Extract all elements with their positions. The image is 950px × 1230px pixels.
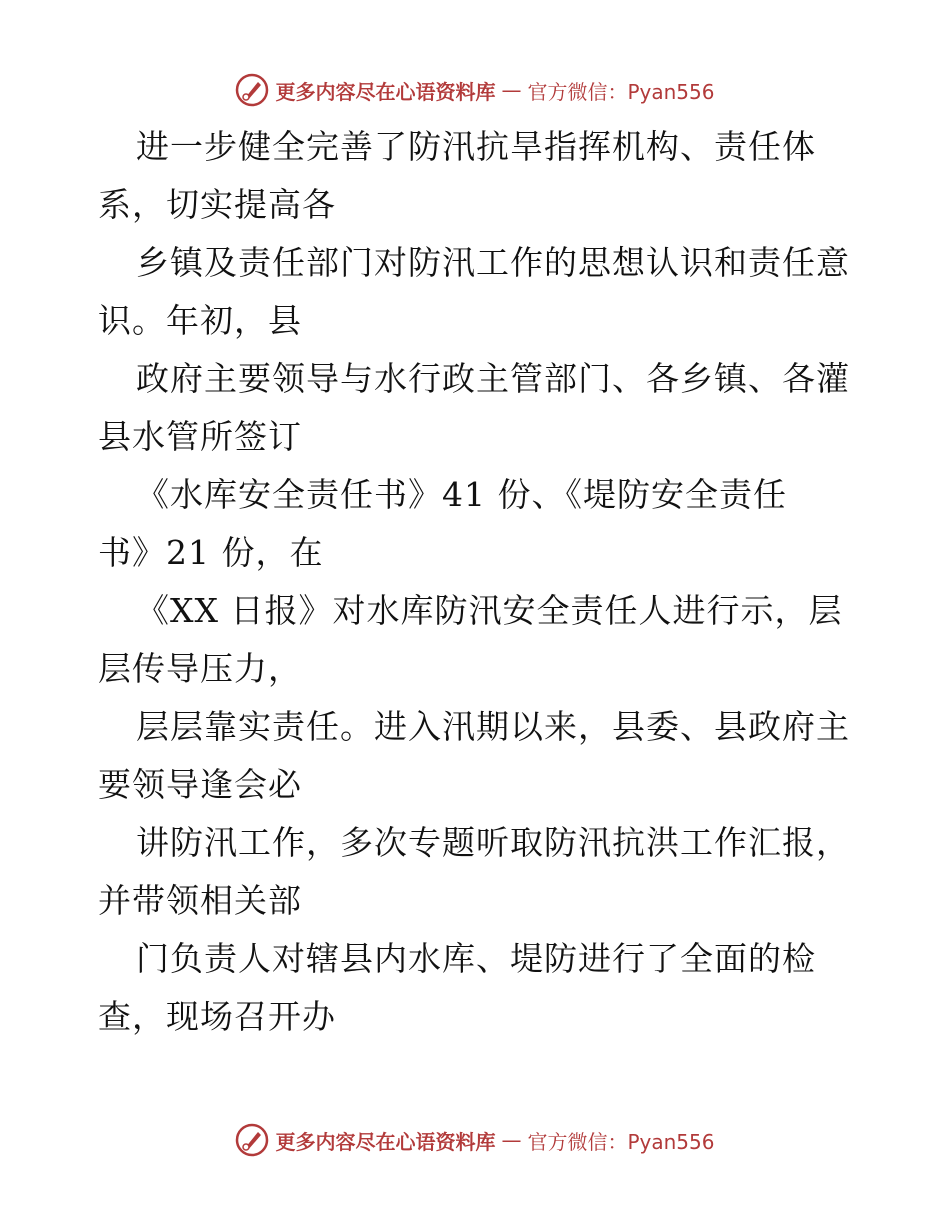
paragraph-line: 政府主要领导与水行政主管部门、各乡镇、各灌 xyxy=(136,359,850,398)
paragraph-3 xyxy=(98,350,868,466)
paragraph-line: 书》21 份，在 xyxy=(98,533,324,572)
paragraph-line: 系，切实提高各 xyxy=(98,185,336,224)
paragraph-1 xyxy=(98,118,868,234)
watermark-dash: — xyxy=(501,1128,522,1152)
paragraph-line: 层层靠实责任。进入汛期以来，县委、县政府主 xyxy=(136,707,850,746)
paragraph-5 xyxy=(98,582,868,698)
watermark-banner-bottom xyxy=(0,1120,950,1160)
paragraph-2 xyxy=(98,234,868,350)
watermark-brand-text: 更多内容尽在心语资料库 xyxy=(275,1129,496,1154)
paragraph-line: 乡镇及责任部门对防汛工作的思想认识和责任意 xyxy=(136,243,850,282)
paragraph-line: 讲防汛工作，多次专题听取防汛抗洪工作汇报， xyxy=(136,823,850,862)
watermark-contact-text: 官方微信：Pyan556 xyxy=(527,79,715,104)
paragraph-6 xyxy=(98,698,868,814)
paragraph-line: 查，现场召开办 xyxy=(98,997,336,1036)
paragraph-7 xyxy=(98,814,868,930)
paragraph-line: 并带领相关部 xyxy=(98,881,302,920)
watermark-contact-text: 官方微信：Pyan556 xyxy=(527,1129,715,1154)
paragraph-line: 要领导逢会必 xyxy=(98,765,302,804)
document-body xyxy=(98,118,868,1046)
watermark-banner-top xyxy=(0,70,950,110)
paragraph-line: 《水库安全责任书》41 份、《堤防安全责任 xyxy=(136,475,787,514)
paragraph-line: 识。年初，县 xyxy=(98,301,302,340)
watermark-dash: — xyxy=(501,78,522,102)
paragraph-4 xyxy=(98,466,868,582)
paragraph-line: 《XX 日报》对水库防汛安全责任人进行示，层 xyxy=(136,591,843,630)
paragraph-line: 门负责人对辖县内水库、堤防进行了全面的检 xyxy=(136,939,816,978)
paragraph-line: 县水管所签订 xyxy=(98,417,302,456)
watermark-brand-text: 更多内容尽在心语资料库 xyxy=(275,79,496,104)
logo-icon xyxy=(235,1123,269,1157)
paragraph-8 xyxy=(98,930,868,1046)
paragraph-line: 层传导压力， xyxy=(98,649,302,688)
logo-icon xyxy=(235,73,269,107)
paragraph-line: 进一步健全完善了防汛抗旱指挥机构、责任体 xyxy=(136,127,816,166)
